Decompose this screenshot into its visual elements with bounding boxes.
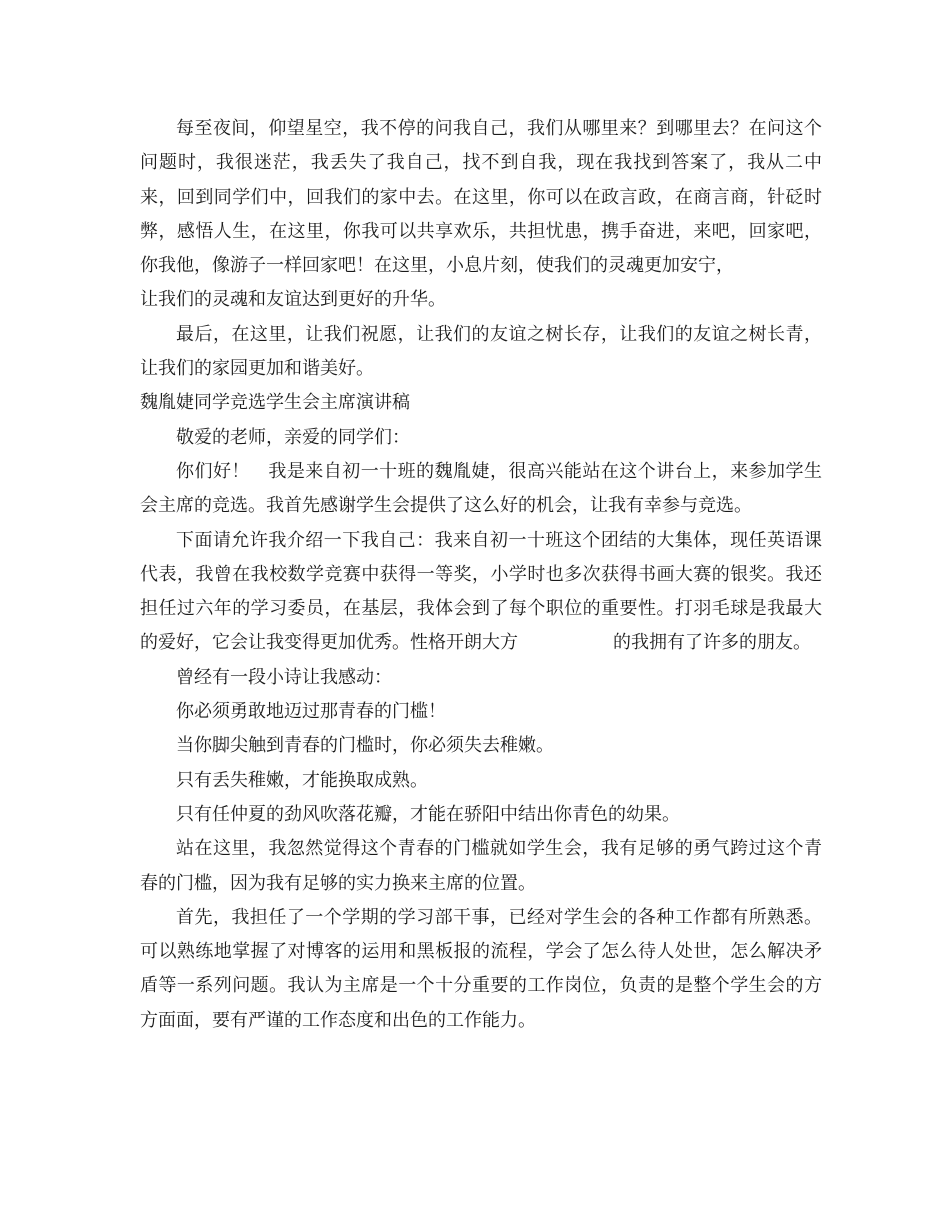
paragraph-greeting: 你们好！ 我是来自初一十班的魏胤婕，很高兴能站在这个讲台上，来参加学生会主席的竞选。我首先感谢学生会提供了这么好的机会，让我有幸参与竞选。 — [140, 460, 822, 517]
paragraph-closing: 最后，在这里，让我们祝愿，让我们的友谊之树长存，让我们的友谊之树长青，让我们的家园更加和谐美好。 — [140, 323, 822, 380]
paragraph-threshold: 站在这里，我忽然觉得这个青春的门槛就如学生会，我有足够的勇气跨过这个青春的门槛，因为我有足够的实力换来主席的位置。 — [140, 838, 822, 894]
paragraph-poem-intro: 曾经有一段小诗让我感动： — [176, 666, 392, 688]
speech-title: 魏胤婕同学竞选学生会主席演讲稿 — [140, 392, 410, 414]
poem-line-4: 只有任仲夏的劲风吹落花瓣，才能在骄阳中结出你青色的幼果。 — [176, 803, 680, 825]
document-body — [140, 112, 822, 1038]
poem-line-3: 只有丢失稚嫩，才能换取成熟。 — [176, 769, 428, 791]
paragraph-stars-end: 让我们的灵魂和友谊达到更好的升华。 — [140, 289, 446, 311]
paragraph-experience: 首先，我担任了一个学期的学习部干事，已经对学生会的各种工作都有所熟悉。可以熟练地掌握了对博客的运用和黑板报的流程，学会了怎么待人处世，怎么解决矛盾等一系列问题。我认为主席是一个十分重要的工作岗位，负责的是整个学生会的方方面面，要有严谨的工作态度和出色的工作能力。 — [140, 906, 822, 1031]
poem-line-2: 当你脚尖触到青春的门槛时，你必须失去稚嫩。 — [176, 735, 554, 757]
paragraph-stars: 每至夜间，仰望星空，我不停的问我自己，我们从哪里来？到哪里去？在问这个问题时，我很迷茫，我丢失了我自己，找不到自我，现在我找到答案了，我从二中来，回到同学们中，回我们的家中去。在这里，你可以在政言政，在商言商，针砭时弊，感悟人生，在这里，你我可以共享欢乐，共担忧患，携手奋进，来吧，回家吧，你我他，像游子一样回家吧！在这里，小息片刻，使我们的灵魂更加安宁， — [140, 118, 822, 277]
introduction-text: 下面请允许我介绍一下我自己：我来自初一十班这个团结的大集体，现任英语课代表，我曾在我校数学竞赛中获得一等奖，小学时也多次获得书画大赛的银奖。我还担任过六年的学习委员，在基层，我体会到了每个职位的重要性。打羽毛球是我最大的爱好，它会让我变得更加优秀。性格开朗大方 — [140, 529, 822, 654]
poem-line-1: 你必须勇敢地迈过那青春的门槛！ — [176, 701, 446, 723]
paragraph-introduction — [140, 524, 822, 661]
introduction-text-end: 的我拥有了许多的朋友。 — [613, 632, 811, 654]
speech-salutation: 敬爱的老师，亲爱的同学们： — [176, 426, 410, 448]
